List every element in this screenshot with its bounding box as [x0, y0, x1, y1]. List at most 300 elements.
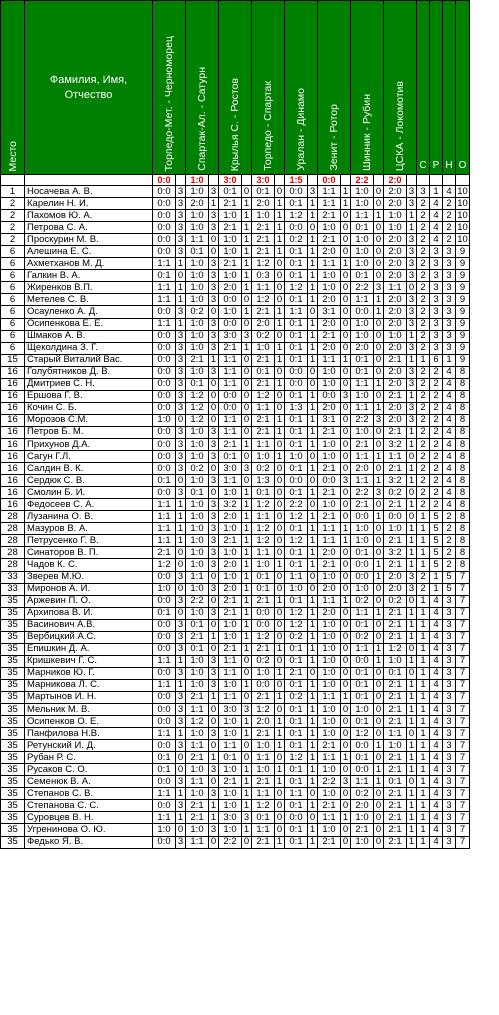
points-cell: 1 — [242, 559, 252, 571]
stat-cell: 1 — [417, 704, 430, 716]
points-cell: 1 — [308, 535, 318, 547]
points-cell: 0 — [407, 487, 417, 499]
table-row — [1, 607, 470, 619]
name-header: Фамилия, Имя, Отчество — [25, 1, 153, 175]
prediction-cell: 0:0 — [153, 330, 176, 342]
prediction-cell: 2:1 — [186, 691, 209, 703]
prediction-cell: 2:1 — [219, 438, 242, 450]
prediction-cell: 0:0 — [153, 390, 176, 402]
prediction-cell: 2:0 — [384, 234, 407, 246]
stat-cell: 2 — [417, 475, 430, 487]
prediction-cell: 1:2 — [252, 800, 275, 812]
points-cell: 1 — [308, 607, 318, 619]
points-cell: 3 — [176, 716, 186, 728]
stat-cell: 3 — [430, 270, 443, 282]
prediction-cell: 1:3 — [252, 475, 275, 487]
points-cell: 0 — [374, 679, 384, 691]
match-result: 0:0 — [318, 175, 341, 186]
points-cell: 3 — [176, 643, 186, 655]
stat-cell: 2 — [443, 547, 456, 559]
prediction-cell: 1:0 — [186, 728, 209, 740]
points-cell: 0 — [275, 752, 285, 764]
prediction-cell: 1:0 — [219, 246, 242, 258]
prediction-cell: 1:0 — [384, 655, 407, 667]
points-cell: 1 — [407, 740, 417, 752]
stat-cell: 3 — [443, 342, 456, 354]
table-row — [1, 186, 470, 198]
points-cell: 1 — [374, 559, 384, 571]
points-cell: 1 — [242, 547, 252, 559]
points-cell: 0 — [308, 378, 318, 390]
points-cell: 1 — [275, 354, 285, 366]
points-cell: 0 — [341, 306, 351, 318]
prediction-cell: 2:1 — [384, 704, 407, 716]
points-cell: 3 — [407, 234, 417, 246]
prediction-cell: 0:1 — [351, 667, 374, 679]
stat-cell: 2 — [430, 451, 443, 463]
prediction-cell: 0:1 — [186, 378, 209, 390]
table-row — [1, 499, 470, 511]
points-cell: 0 — [242, 740, 252, 752]
points-cell: 1 — [209, 354, 219, 366]
prediction-cell: 0:1 — [153, 752, 176, 764]
prediction-cell: 2:1 — [318, 800, 341, 812]
stat-cell: 1 — [417, 812, 430, 824]
points-cell: 3 — [209, 535, 219, 547]
points-cell: 3 — [176, 354, 186, 366]
points-cell: 1 — [308, 619, 318, 631]
name-cell: Зверев М.Ю. — [25, 571, 153, 583]
stat-cell: 9 — [456, 246, 470, 258]
prediction-cell: 1:0 — [186, 547, 209, 559]
points-cell: 1 — [308, 824, 318, 836]
points-cell: 3 — [209, 583, 219, 595]
table-row — [1, 800, 470, 812]
prediction-cell: 2:1 — [186, 752, 209, 764]
actual-results-row — [1, 175, 470, 186]
prediction-cell: 0:1 — [153, 475, 176, 487]
prediction-cell: 0:1 — [285, 547, 308, 559]
points-cell: 0 — [275, 511, 285, 523]
prediction-cell: 0:0 — [153, 643, 176, 655]
points-cell: 0 — [374, 463, 384, 475]
points-cell: 1 — [242, 764, 252, 776]
place-cell: 35 — [1, 691, 25, 703]
name-cell: Петров Б. М. — [25, 426, 153, 438]
stat-cell: 8 — [456, 414, 470, 426]
points-cell: 3 — [407, 258, 417, 270]
table-row — [1, 691, 470, 703]
points-cell: 1 — [176, 282, 186, 294]
points-cell: 1 — [308, 752, 318, 764]
place-cell: 35 — [1, 607, 25, 619]
prediction-cell: 0:0 — [153, 704, 176, 716]
points-cell: 1 — [275, 451, 285, 463]
prediction-cell: 2:1 — [252, 728, 275, 740]
stat-cell: 4 — [443, 451, 456, 463]
prediction-cell: 2:2 — [351, 487, 374, 499]
points-cell: 0 — [275, 679, 285, 691]
points-cell: 3 — [407, 378, 417, 390]
prediction-cell: 2:0 — [384, 258, 407, 270]
stat-cell: 2 — [417, 378, 430, 390]
points-cell: 3 — [176, 631, 186, 643]
prediction-cell: 0:1 — [186, 246, 209, 258]
stat-cell: 3 — [430, 306, 443, 318]
points-cell: 1 — [308, 643, 318, 655]
stat-cell: 5 — [430, 511, 443, 523]
prediction-cell: 2:1 — [252, 222, 275, 234]
stat-cell: 4 — [443, 438, 456, 450]
table-row — [1, 246, 470, 258]
stat-cell: 1 — [417, 667, 430, 679]
name-cell: Васинович А.В. — [25, 619, 153, 631]
stat-cell: 8 — [456, 438, 470, 450]
points-cell: 1 — [242, 619, 252, 631]
points-cell: 0 — [341, 607, 351, 619]
prediction-cell: 1:1 — [285, 571, 308, 583]
points-cell: 0 — [374, 258, 384, 270]
prediction-cell: 2:0 — [351, 463, 374, 475]
place-cell: 16 — [1, 499, 25, 511]
prediction-cell: 2:1 — [318, 511, 341, 523]
points-cell: 0 — [374, 716, 384, 728]
points-cell: 0 — [341, 378, 351, 390]
stat-cell: 8 — [456, 451, 470, 463]
stat-cell: 7 — [456, 800, 470, 812]
points-cell: 1 — [308, 523, 318, 535]
points-cell: 3 — [176, 595, 186, 607]
points-cell: 0 — [374, 667, 384, 679]
points-cell: 0 — [275, 499, 285, 511]
points-cell: 1 — [275, 234, 285, 246]
points-cell: 0 — [341, 294, 351, 306]
place-cell: 6 — [1, 330, 25, 342]
prediction-cell: 0:1 — [219, 451, 242, 463]
prediction-cell: 1:0 — [318, 222, 341, 234]
points-cell: 3 — [176, 619, 186, 631]
points-cell: 0 — [374, 270, 384, 282]
stat-cell: 8 — [456, 535, 470, 547]
prediction-cell: 0:0 — [153, 210, 176, 222]
points-cell: 3 — [176, 342, 186, 354]
prediction-cell: 0:0 — [318, 390, 341, 402]
points-cell: 0 — [176, 547, 186, 559]
points-cell: 1 — [308, 728, 318, 740]
stat-cell: 1 — [417, 595, 430, 607]
points-cell: 0 — [341, 571, 351, 583]
stat-cell: 5 — [443, 583, 456, 595]
points-cell: 1 — [341, 595, 351, 607]
points-cell: 3 — [374, 282, 384, 294]
place-cell: 16 — [1, 426, 25, 438]
points-cell: 0 — [341, 643, 351, 655]
points-cell: 1 — [407, 704, 417, 716]
stat-cell: 2 — [430, 366, 443, 378]
prediction-cell: 0:0 — [285, 186, 308, 198]
prediction-cell: 2:1 — [384, 426, 407, 438]
stat-cell: 9 — [456, 342, 470, 354]
prediction-cell: 0:1 — [153, 607, 176, 619]
place-cell: 16 — [1, 378, 25, 390]
points-cell: 3 — [176, 378, 186, 390]
points-cell: 0 — [209, 571, 219, 583]
points-cell: 1 — [341, 198, 351, 210]
prediction-cell: 1:0 — [252, 210, 275, 222]
points-cell: 0 — [374, 619, 384, 631]
stat-cell: 2 — [430, 378, 443, 390]
points-cell: 1 — [407, 691, 417, 703]
stat-cell: 2 — [430, 390, 443, 402]
points-cell: 0 — [341, 728, 351, 740]
points-cell: 0 — [341, 740, 351, 752]
prediction-cell: 1:1 — [219, 475, 242, 487]
prediction-cell: 1:0 — [186, 330, 209, 342]
points-cell: 1 — [176, 318, 186, 330]
stat-cell: 7 — [456, 716, 470, 728]
prediction-cell: 2:1 — [252, 836, 275, 848]
stat-cell: 1 — [417, 619, 430, 631]
stat-cell: 7 — [456, 595, 470, 607]
prediction-cell: 2:1 — [285, 667, 308, 679]
prediction-cell: 1:0 — [219, 728, 242, 740]
prediction-cell: 0:1 — [285, 716, 308, 728]
prediction-cell: 1:1 — [252, 282, 275, 294]
stat-cell: 4 — [430, 716, 443, 728]
name-cell: Архипова В. И. — [25, 607, 153, 619]
points-cell: 1 — [308, 390, 318, 402]
points-cell: 1 — [275, 836, 285, 848]
points-cell: 1 — [308, 463, 318, 475]
points-cell: 3 — [374, 414, 384, 426]
place-cell: 1 — [1, 186, 25, 198]
prediction-cell: 2:1 — [351, 824, 374, 836]
table-row — [1, 535, 470, 547]
points-cell: 3 — [176, 366, 186, 378]
points-cell: 1 — [176, 655, 186, 667]
place-cell: 35 — [1, 716, 25, 728]
points-cell: 0 — [374, 583, 384, 595]
points-cell: 3 — [209, 270, 219, 282]
prediction-cell: 2:1 — [318, 426, 341, 438]
points-cell: 3 — [407, 342, 417, 354]
prediction-cell: 1:1 — [219, 667, 242, 679]
prediction-cell: 3:0 — [219, 330, 242, 342]
points-cell: 1 — [341, 186, 351, 198]
points-cell: 0 — [275, 607, 285, 619]
points-cell: 0 — [374, 523, 384, 535]
prediction-cell: 1:0 — [219, 210, 242, 222]
points-cell: 0 — [341, 583, 351, 595]
points-cell: 1 — [374, 402, 384, 414]
prediction-cell: 1:1 — [318, 198, 341, 210]
points-cell: 0 — [374, 390, 384, 402]
prediction-cell: 1:1 — [351, 378, 374, 390]
table-row — [1, 523, 470, 535]
prediction-cell: 0:0 — [153, 631, 176, 643]
prediction-cell: 2:1 — [318, 740, 341, 752]
table-row — [1, 788, 470, 800]
prediction-cell: 2:1 — [318, 330, 341, 342]
prediction-cell: 0:1 — [285, 246, 308, 258]
prediction-cell: 2:2 — [219, 836, 242, 848]
points-cell: 0 — [341, 824, 351, 836]
table-row — [1, 198, 470, 210]
stat-cell: 1 — [417, 523, 430, 535]
points-cell: 0 — [374, 222, 384, 234]
points-cell: 0 — [275, 270, 285, 282]
prediction-cell: 1:1 — [351, 607, 374, 619]
prediction-cell: 0:0 — [153, 716, 176, 728]
match-result: 3:0 — [219, 175, 242, 186]
stat-cell: 4 — [430, 752, 443, 764]
stat-cell: 4 — [430, 619, 443, 631]
stat-cell: 3 — [443, 330, 456, 342]
points-cell: 1 — [341, 752, 351, 764]
prediction-cell: 0:2 — [252, 330, 275, 342]
name-cell: Ретунский И. Д. — [25, 740, 153, 752]
stat-cell: 5 — [443, 571, 456, 583]
prediction-cell: 2:0 — [318, 402, 341, 414]
stat-cell: 3 — [443, 655, 456, 667]
points-cell: 0 — [374, 426, 384, 438]
points-cell: 0 — [374, 318, 384, 330]
prediction-cell: 0:1 — [186, 619, 209, 631]
prediction-cell: 1:1 — [186, 776, 209, 788]
points-cell: 0 — [242, 655, 252, 667]
stat-cell: 1 — [430, 186, 443, 198]
stat-cell: 4 — [443, 378, 456, 390]
points-cell: 3 — [209, 655, 219, 667]
points-cell: 1 — [407, 463, 417, 475]
stat-cell: 4 — [430, 788, 443, 800]
points-cell: 0 — [374, 788, 384, 800]
points-cell: 1 — [374, 740, 384, 752]
stat-cell: 3 — [443, 306, 456, 318]
stat-cell: 8 — [456, 475, 470, 487]
stat-cell: 4 — [430, 836, 443, 848]
prediction-cell: 1:0 — [384, 740, 407, 752]
points-cell: 1 — [275, 210, 285, 222]
place-cell: 28 — [1, 559, 25, 571]
points-cell: 1 — [176, 535, 186, 547]
place-cell: 6 — [1, 294, 25, 306]
points-cell: 0 — [308, 571, 318, 583]
stat-cell: 9 — [456, 258, 470, 270]
points-cell: 1 — [308, 716, 318, 728]
points-cell: 3 — [176, 198, 186, 210]
prediction-cell: 2:0 — [384, 378, 407, 390]
prediction-cell: 0:0 — [153, 402, 176, 414]
prediction-cell: 1:0 — [186, 426, 209, 438]
prediction-cell: 0:0 — [153, 691, 176, 703]
table-row — [1, 330, 470, 342]
place-cell: 6 — [1, 342, 25, 354]
prediction-cell: 2:0 — [219, 583, 242, 595]
place-cell: 6 — [1, 306, 25, 318]
name-cell: Осипенкова Е. Е. — [25, 318, 153, 330]
prediction-cell: 0:0 — [285, 378, 308, 390]
prediction-cell: 1:0 — [186, 451, 209, 463]
prediction-cell: 2:1 — [252, 246, 275, 258]
table-row — [1, 414, 470, 426]
prediction-cell: 1:2 — [384, 643, 407, 655]
stat-cell: 2 — [417, 330, 430, 342]
points-cell: 3 — [209, 824, 219, 836]
prediction-cell: 1:3 — [285, 402, 308, 414]
stat-cell: 2 — [417, 451, 430, 463]
prediction-cell: 2:1 — [318, 463, 341, 475]
points-cell: 1 — [242, 643, 252, 655]
prediction-cell: 2:1 — [384, 800, 407, 812]
prediction-cell: 1:1 — [351, 475, 374, 487]
prediction-cell: 1:0 — [186, 342, 209, 354]
prediction-cell: 1:0 — [318, 378, 341, 390]
prediction-cell: 0:1 — [285, 487, 308, 499]
prediction-cell: 0:1 — [285, 764, 308, 776]
place-cell: 15 — [1, 354, 25, 366]
prediction-cell: 0:1 — [285, 559, 308, 571]
place-cell: 16 — [1, 451, 25, 463]
table-row — [1, 595, 470, 607]
prediction-cell: 1:0 — [318, 764, 341, 776]
table-row — [1, 764, 470, 776]
name-cell: Аржевин П. О. — [25, 595, 153, 607]
prediction-cell: 1:0 — [186, 366, 209, 378]
stat-cell: 3 — [443, 258, 456, 270]
match-result: 1:0 — [186, 175, 209, 186]
stat-cell: 4 — [430, 812, 443, 824]
table-row — [1, 487, 470, 499]
stat-cell: 2 — [443, 210, 456, 222]
stat-cell: 4 — [430, 776, 443, 788]
stat-cell: 1 — [417, 776, 430, 788]
points-cell: 1 — [308, 198, 318, 210]
points-cell: 0 — [341, 559, 351, 571]
prediction-cell: 2:0 — [318, 583, 341, 595]
prediction-cell: 1:0 — [318, 667, 341, 679]
stat-cell: 3 — [443, 619, 456, 631]
points-cell: 3 — [407, 366, 417, 378]
prediction-cell: 0:0 — [219, 390, 242, 402]
points-cell: 0 — [374, 246, 384, 258]
points-cell: 1 — [176, 679, 186, 691]
prediction-cell: 0:1 — [285, 836, 308, 848]
stat-cell: 4 — [430, 234, 443, 246]
prediction-cell: 0:0 — [153, 246, 176, 258]
prediction-cell: 0:0 — [153, 740, 176, 752]
prediction-cell: 1:1 — [219, 378, 242, 390]
stat-cell: 3 — [443, 691, 456, 703]
prediction-cell: 2:1 — [384, 463, 407, 475]
place-cell: 35 — [1, 655, 25, 667]
points-cell: 3 — [407, 402, 417, 414]
prediction-cell: 3:0 — [219, 812, 242, 824]
points-cell: 1 — [407, 438, 417, 450]
points-cell: 1 — [209, 752, 219, 764]
table-row — [1, 619, 470, 631]
stat-cell: 1 — [430, 571, 443, 583]
prediction-cell: 1:2 — [186, 414, 209, 426]
stat-cell: 2 — [417, 390, 430, 402]
prediction-cell: 0:2 — [285, 234, 308, 246]
prediction-cell: 1:0 — [384, 210, 407, 222]
place-cell: 35 — [1, 824, 25, 836]
place-cell: 2 — [1, 234, 25, 246]
points-cell: 1 — [308, 210, 318, 222]
prediction-cell: 1:1 — [153, 523, 176, 535]
points-cell: 1 — [374, 210, 384, 222]
